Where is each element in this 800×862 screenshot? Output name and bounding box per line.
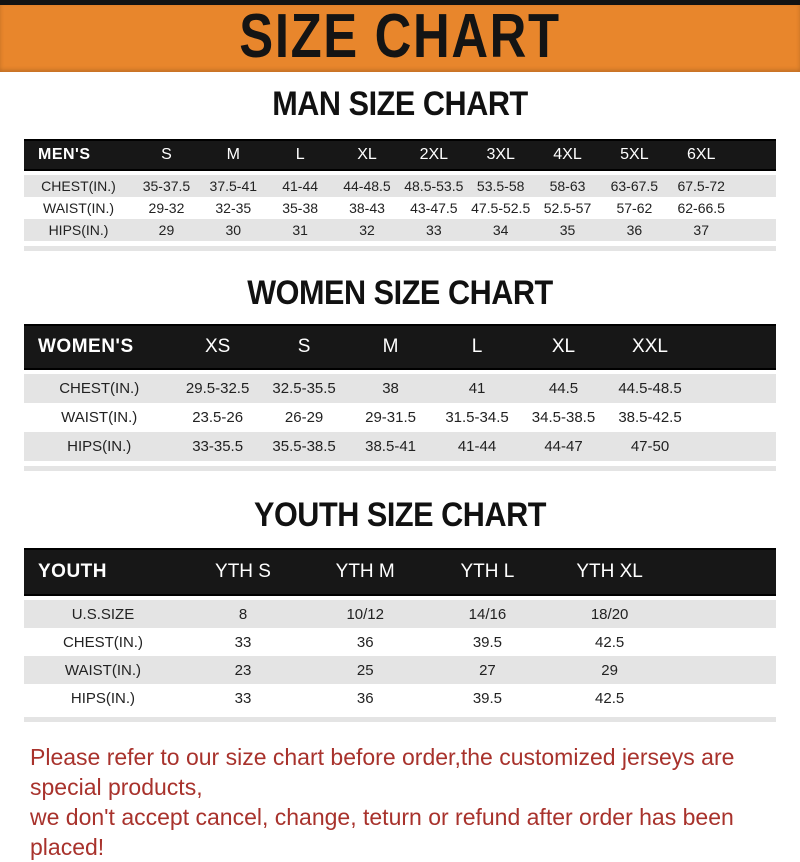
table-category-label: WOMEN'S [24, 324, 174, 370]
size-value-cell: 42.5 [549, 684, 671, 712]
size-value-cell: 14/16 [426, 600, 548, 628]
size-value-cell: 35.5-38.5 [261, 432, 347, 461]
header-filler [671, 548, 776, 596]
size-column-header: M [200, 139, 267, 171]
measurement-row-label: HIPS(IN.) [24, 219, 133, 241]
size-value-cell: 37 [668, 219, 735, 241]
size-column-header: 6XL [668, 139, 735, 171]
size-value-cell: 43-47.5 [400, 197, 467, 219]
youth-size-section [0, 497, 800, 722]
size-column-header: S [133, 139, 200, 171]
women-chart-heading: WOMEN SIZE CHART [247, 274, 553, 312]
size-value-cell: 63-67.5 [601, 175, 668, 197]
row-filler [735, 219, 776, 241]
size-value-cell: 33 [182, 628, 304, 656]
size-value-cell: 41 [434, 374, 520, 403]
size-column-header: 5XL [601, 139, 668, 171]
size-value-cell: 58-63 [534, 175, 601, 197]
size-column-header: L [267, 139, 334, 171]
size-value-cell: 32-35 [200, 197, 267, 219]
size-value-cell: 44-47 [520, 432, 606, 461]
size-value-cell: 41-44 [267, 175, 334, 197]
size-value-cell: 30 [200, 219, 267, 241]
size-value-cell: 18/20 [549, 600, 671, 628]
size-value-cell: 44-48.5 [334, 175, 401, 197]
size-value-cell: 23 [182, 656, 304, 684]
womens-size-table [24, 324, 776, 461]
size-value-cell: 67.5-72 [668, 175, 735, 197]
man-chart-heading: MAN SIZE CHART [272, 85, 528, 123]
size-value-cell: 57-62 [601, 197, 668, 219]
measurement-row-label: CHEST(IN.) [24, 175, 133, 197]
size-value-cell: 25 [304, 656, 426, 684]
size-value-cell: 31 [267, 219, 334, 241]
size-value-cell: 38.5-41 [347, 432, 433, 461]
measurement-row-label: U.S.SIZE [24, 600, 182, 628]
size-value-cell: 44.5 [520, 374, 606, 403]
size-column-header: YTH M [304, 548, 426, 596]
women-size-section [0, 275, 800, 471]
size-column-header: 3XL [467, 139, 534, 171]
size-column-header: 2XL [400, 139, 467, 171]
size-value-cell: 33-35.5 [174, 432, 260, 461]
size-column-header: S [261, 324, 347, 370]
mens-table-bottom-rule [24, 246, 776, 251]
size-value-cell: 26-29 [261, 403, 347, 432]
size-value-cell: 29.5-32.5 [174, 374, 260, 403]
row-filler [735, 197, 776, 219]
size-value-cell: 38 [347, 374, 433, 403]
man-size-section [0, 86, 800, 251]
size-value-cell: 48.5-53.5 [400, 175, 467, 197]
row-filler [671, 684, 776, 712]
size-column-header: 4XL [534, 139, 601, 171]
size-value-cell: 37.5-41 [200, 175, 267, 197]
row-filler [735, 175, 776, 197]
size-value-cell: 35-38 [267, 197, 334, 219]
size-value-cell: 35-37.5 [133, 175, 200, 197]
size-value-cell: 34 [467, 219, 534, 241]
size-column-header: M [347, 324, 433, 370]
womens-table-bottom-rule [24, 466, 776, 471]
size-column-header: XL [334, 139, 401, 171]
size-column-header: YTH XL [549, 548, 671, 596]
size-value-cell: 44.5-48.5 [607, 374, 694, 403]
size-value-cell: 38.5-42.5 [607, 403, 694, 432]
header-filler [735, 139, 776, 171]
size-value-cell: 35 [534, 219, 601, 241]
row-filler [693, 403, 776, 432]
size-value-cell: 38-43 [334, 197, 401, 219]
size-value-cell: 52.5-57 [534, 197, 601, 219]
row-filler [693, 374, 776, 403]
measurement-row-label: HIPS(IN.) [24, 432, 174, 461]
disclaimer-line1: Please refer to our size chart before order,the customized jerseys are special products, [30, 744, 735, 800]
size-value-cell: 53.5-58 [467, 175, 534, 197]
measurement-row-label: CHEST(IN.) [24, 374, 174, 403]
size-chart-banner [0, 0, 800, 72]
size-column-header: YTH S [182, 548, 304, 596]
size-value-cell: 32.5-35.5 [261, 374, 347, 403]
size-column-header: XL [520, 324, 606, 370]
size-column-header: XS [174, 324, 260, 370]
size-value-cell: 23.5-26 [174, 403, 260, 432]
row-filler [671, 600, 776, 628]
table-category-label: MEN'S [24, 139, 133, 171]
size-value-cell: 31.5-34.5 [434, 403, 520, 432]
size-value-cell: 29-32 [133, 197, 200, 219]
size-value-cell: 32 [334, 219, 401, 241]
youth-chart-heading: YOUTH SIZE CHART [253, 496, 546, 534]
size-value-cell: 33 [182, 684, 304, 712]
row-filler [693, 432, 776, 461]
size-value-cell: 62-66.5 [668, 197, 735, 219]
row-filler [671, 656, 776, 684]
size-value-cell: 29 [133, 219, 200, 241]
measurement-row-label: WAIST(IN.) [24, 656, 182, 684]
size-value-cell: 39.5 [426, 684, 548, 712]
size-value-cell: 36 [601, 219, 668, 241]
size-value-cell: 29 [549, 656, 671, 684]
measurement-row-label: WAIST(IN.) [24, 197, 133, 219]
size-value-cell: 41-44 [434, 432, 520, 461]
row-filler [671, 628, 776, 656]
youth-table-bottom-rule [24, 717, 776, 722]
size-column-header: XXL [607, 324, 694, 370]
disclaimer-text [30, 742, 800, 862]
measurement-row-label: CHEST(IN.) [24, 628, 182, 656]
measurement-row-label: HIPS(IN.) [24, 684, 182, 712]
size-value-cell: 47.5-52.5 [467, 197, 534, 219]
size-value-cell: 36 [304, 684, 426, 712]
size-value-cell: 10/12 [304, 600, 426, 628]
table-category-label: YOUTH [24, 548, 182, 596]
measurement-row-label: WAIST(IN.) [24, 403, 174, 432]
youth-size-table [24, 548, 776, 712]
size-value-cell: 29-31.5 [347, 403, 433, 432]
disclaimer-line2: we don't accept cancel, change, teturn or refund after order has been placed! [30, 804, 734, 860]
size-value-cell: 34.5-38.5 [520, 403, 606, 432]
size-value-cell: 27 [426, 656, 548, 684]
size-value-cell: 39.5 [426, 628, 548, 656]
size-value-cell: 33 [400, 219, 467, 241]
size-value-cell: 42.5 [549, 628, 671, 656]
banner-title: SIZE CHART [239, 2, 561, 71]
size-column-header: L [434, 324, 520, 370]
size-value-cell: 8 [182, 600, 304, 628]
size-value-cell: 36 [304, 628, 426, 656]
size-column-header: YTH L [426, 548, 548, 596]
header-filler [693, 324, 776, 370]
mens-size-table [24, 139, 776, 241]
size-value-cell: 47-50 [607, 432, 694, 461]
